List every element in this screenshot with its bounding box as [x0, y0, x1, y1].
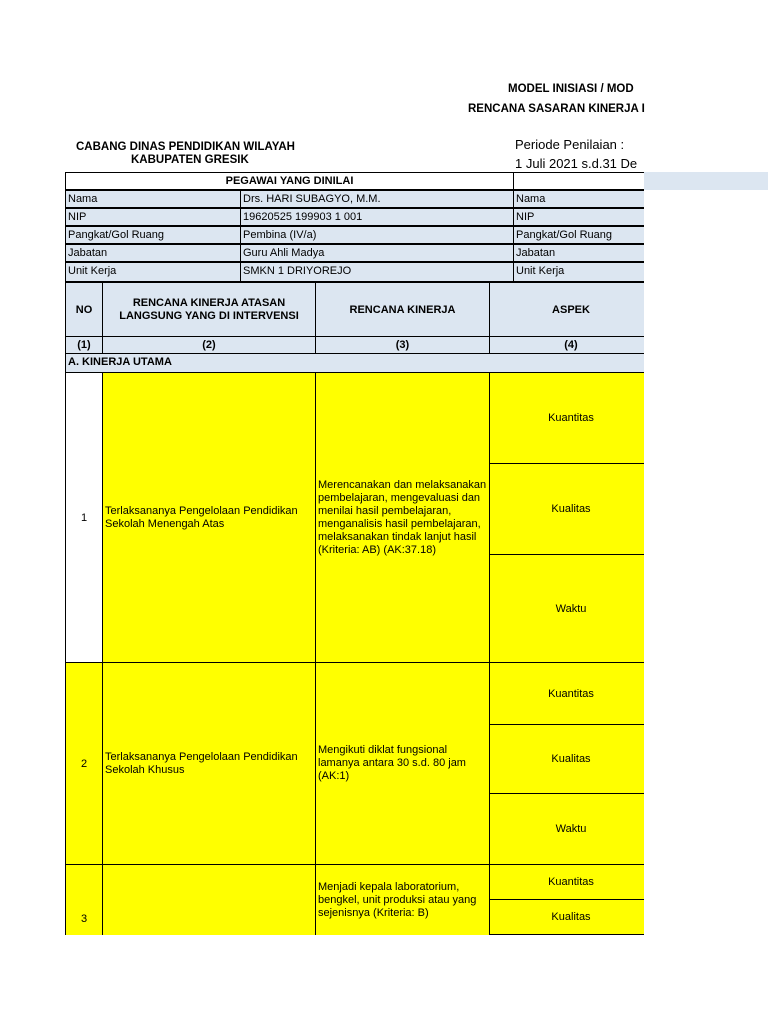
side-header-strip	[644, 172, 768, 190]
row3-rencana-kinerja: Menjadi kepala laboratorium, bengkel, unit produksi atau yang sejenisnya (Kriteria: B)	[315, 864, 490, 935]
periode-label: Periode Penilaian :	[515, 137, 625, 152]
colnum-3: (3)	[315, 336, 490, 354]
pegawai-value-nama: Drs. HARI SUBAGYO, M.M.	[240, 190, 514, 208]
row2-rencana-atasan: Terlaksananya Pengelolaan Pendidikan Sekolah Khusus	[102, 662, 316, 865]
pegawai-section-title: PEGAWAI YANG DINILAI	[65, 172, 514, 190]
colnum-2: (2)	[102, 336, 316, 354]
row2-rencana-kinerja: Mengikuti diklat fungsional lamanya antara 30 s.d. 80 jam (AK:1)	[315, 662, 490, 865]
atasan-label-unit-kerja: Unit Kerja	[513, 262, 644, 282]
periode-value: 1 Juli 2021 s.d.31 De	[515, 156, 638, 171]
atasan-label-nama: Nama	[513, 190, 644, 208]
header-rencana-kinerja: RENCANA KINERJA	[315, 282, 490, 337]
row3-aspek-kuantitas: Kuantitas	[489, 864, 644, 900]
header-no: NO	[65, 282, 103, 337]
row1-no: 1	[65, 372, 103, 663]
pegawai-value-pangkat: Pembina (IV/a)	[240, 226, 514, 244]
row3-rencana-atasan	[102, 864, 316, 935]
pegawai-label-nama: Nama	[65, 190, 241, 208]
pegawai-label-nip: NIP	[65, 208, 241, 226]
organization-name: CABANG DINAS PENDIDIKAN WILAYAH	[76, 141, 295, 153]
row1-rencana-atasan: Terlaksananya Pengelolaan Pendidikan Sekolah Menengah Atas	[102, 372, 316, 663]
row1-aspek-waktu: Waktu	[489, 554, 644, 663]
pegawai-value-nip: 19620525 199903 1 001	[240, 208, 514, 226]
pegawai-value-unit-kerja: SMKN 1 DRIYOREJO	[240, 262, 514, 282]
atasan-label-pangkat: Pangkat/Gol Ruang	[513, 226, 644, 244]
document-title: MODEL INISIASI / MOD	[508, 83, 634, 95]
row1-aspek-kuantitas: Kuantitas	[489, 372, 644, 464]
colnum-4: (4)	[489, 336, 644, 354]
row2-aspek-kualitas: Kualitas	[489, 724, 644, 794]
organization-region: KABUPATEN GRESIK	[131, 154, 249, 166]
pegawai-value-jabatan: Guru Ahli Madya	[240, 244, 514, 262]
colnum-1: (1)	[65, 336, 103, 354]
row1-aspek-kualitas: Kualitas	[489, 463, 644, 555]
pegawai-label-pangkat: Pangkat/Gol Ruang	[65, 226, 241, 244]
section-kinerja-utama: A. KINERJA UTAMA	[65, 353, 644, 373]
pegawai-label-jabatan: Jabatan	[65, 244, 241, 262]
atasan-section-title	[513, 172, 644, 190]
row3-aspek-kualitas: Kualitas	[489, 899, 644, 935]
header-rencana-atasan: RENCANA KINERJA ATASAN LANGSUNG YANG DI INTERVENSI	[102, 282, 316, 337]
row2-aspek-kuantitas: Kuantitas	[489, 662, 644, 725]
atasan-label-jabatan: Jabatan	[513, 244, 644, 262]
pegawai-label-unit-kerja: Unit Kerja	[65, 262, 241, 282]
atasan-label-nip: NIP	[513, 208, 644, 226]
header-aspek: ASPEK	[489, 282, 644, 337]
row2-aspek-waktu: Waktu	[489, 793, 644, 865]
document-subtitle: RENCANA SASARAN KINERJA I	[468, 103, 645, 115]
row1-rencana-kinerja: Merencanakan dan melaksanakan pembelajaran, mengevaluasi dan menilai hasil pembelajaran, menganalisis hasil pembelajaran, melaksanakan tindak lanjut hasil (Kriteria: AB) (AK:37.18)	[315, 372, 490, 663]
row3-no: 3	[65, 864, 103, 935]
row2-no: 2	[65, 662, 103, 865]
